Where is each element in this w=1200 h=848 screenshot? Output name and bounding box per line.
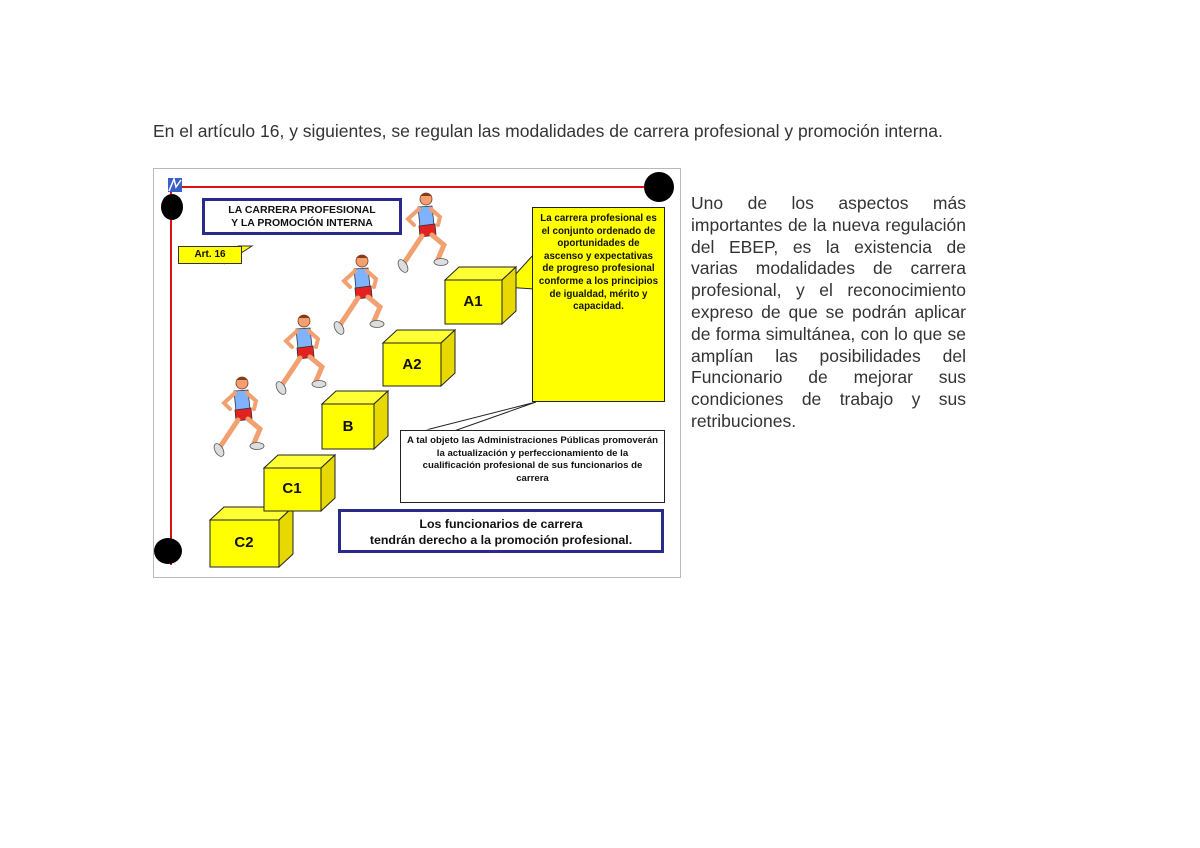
right-to-promotion-line-2: tendrán derecho a la promoción profesional. bbox=[369, 533, 633, 547]
block-label-a2: A2 bbox=[402, 356, 422, 373]
right-to-promotion-box bbox=[338, 509, 664, 553]
runner-1 bbox=[212, 377, 264, 458]
right-to-promotion-line-1: Los funcionarios de carrera bbox=[419, 517, 583, 531]
side-paragraph: Uno de los aspectos más importantes de la nueva regulación del EBEP, es la existencia de varias modalidades de carrera profesional, y el reconocimiento expreso de que se podrán aplicar de forma simultánea, con lo que se amplían las posibilidades del Funcionario de mejorar sus condiciones de trabajo y sus retribuciones. bbox=[691, 193, 966, 431]
figure-title-line-2: Y LA PROMOCIÓN INTERNA bbox=[231, 217, 373, 229]
corner-dot-bottom-left bbox=[154, 538, 182, 564]
intro-paragraph: En el artículo 16, y siguientes, se regulan las modalidades de carrera profesional y promoción interna. bbox=[153, 121, 943, 141]
block-label-a1: A1 bbox=[463, 293, 483, 310]
objective-note: A tal objeto las Administraciones Públicas promoverán la actualización y perfeccionamiento de la cualificación profesional de sus funcionarios de carrera bbox=[400, 430, 665, 503]
career-steps-figure bbox=[153, 168, 681, 578]
runner-2 bbox=[274, 315, 326, 396]
figure-title-box bbox=[202, 198, 402, 235]
article-label: Art. 16 bbox=[178, 246, 242, 264]
objeto-pointer bbox=[422, 402, 536, 431]
career-definition-note: La carrera profesional es el conjunto ordenado de oportunidades de ascenso y expectativas de progreso profesional conforme a los principios de igualdad, mérito y capacidad. bbox=[532, 207, 665, 402]
corner-dot-top-left bbox=[161, 194, 183, 220]
runner-3 bbox=[332, 255, 384, 336]
block-label-b: B bbox=[342, 418, 354, 435]
corner-dot-top-right bbox=[644, 172, 674, 202]
runner-4 bbox=[396, 193, 448, 274]
block-label-c1: C1 bbox=[282, 480, 302, 497]
logo-icon bbox=[168, 178, 182, 192]
block-label-c2: C2 bbox=[234, 534, 254, 551]
figure-title-line-1: LA CARRERA PROFESIONAL bbox=[228, 204, 376, 216]
